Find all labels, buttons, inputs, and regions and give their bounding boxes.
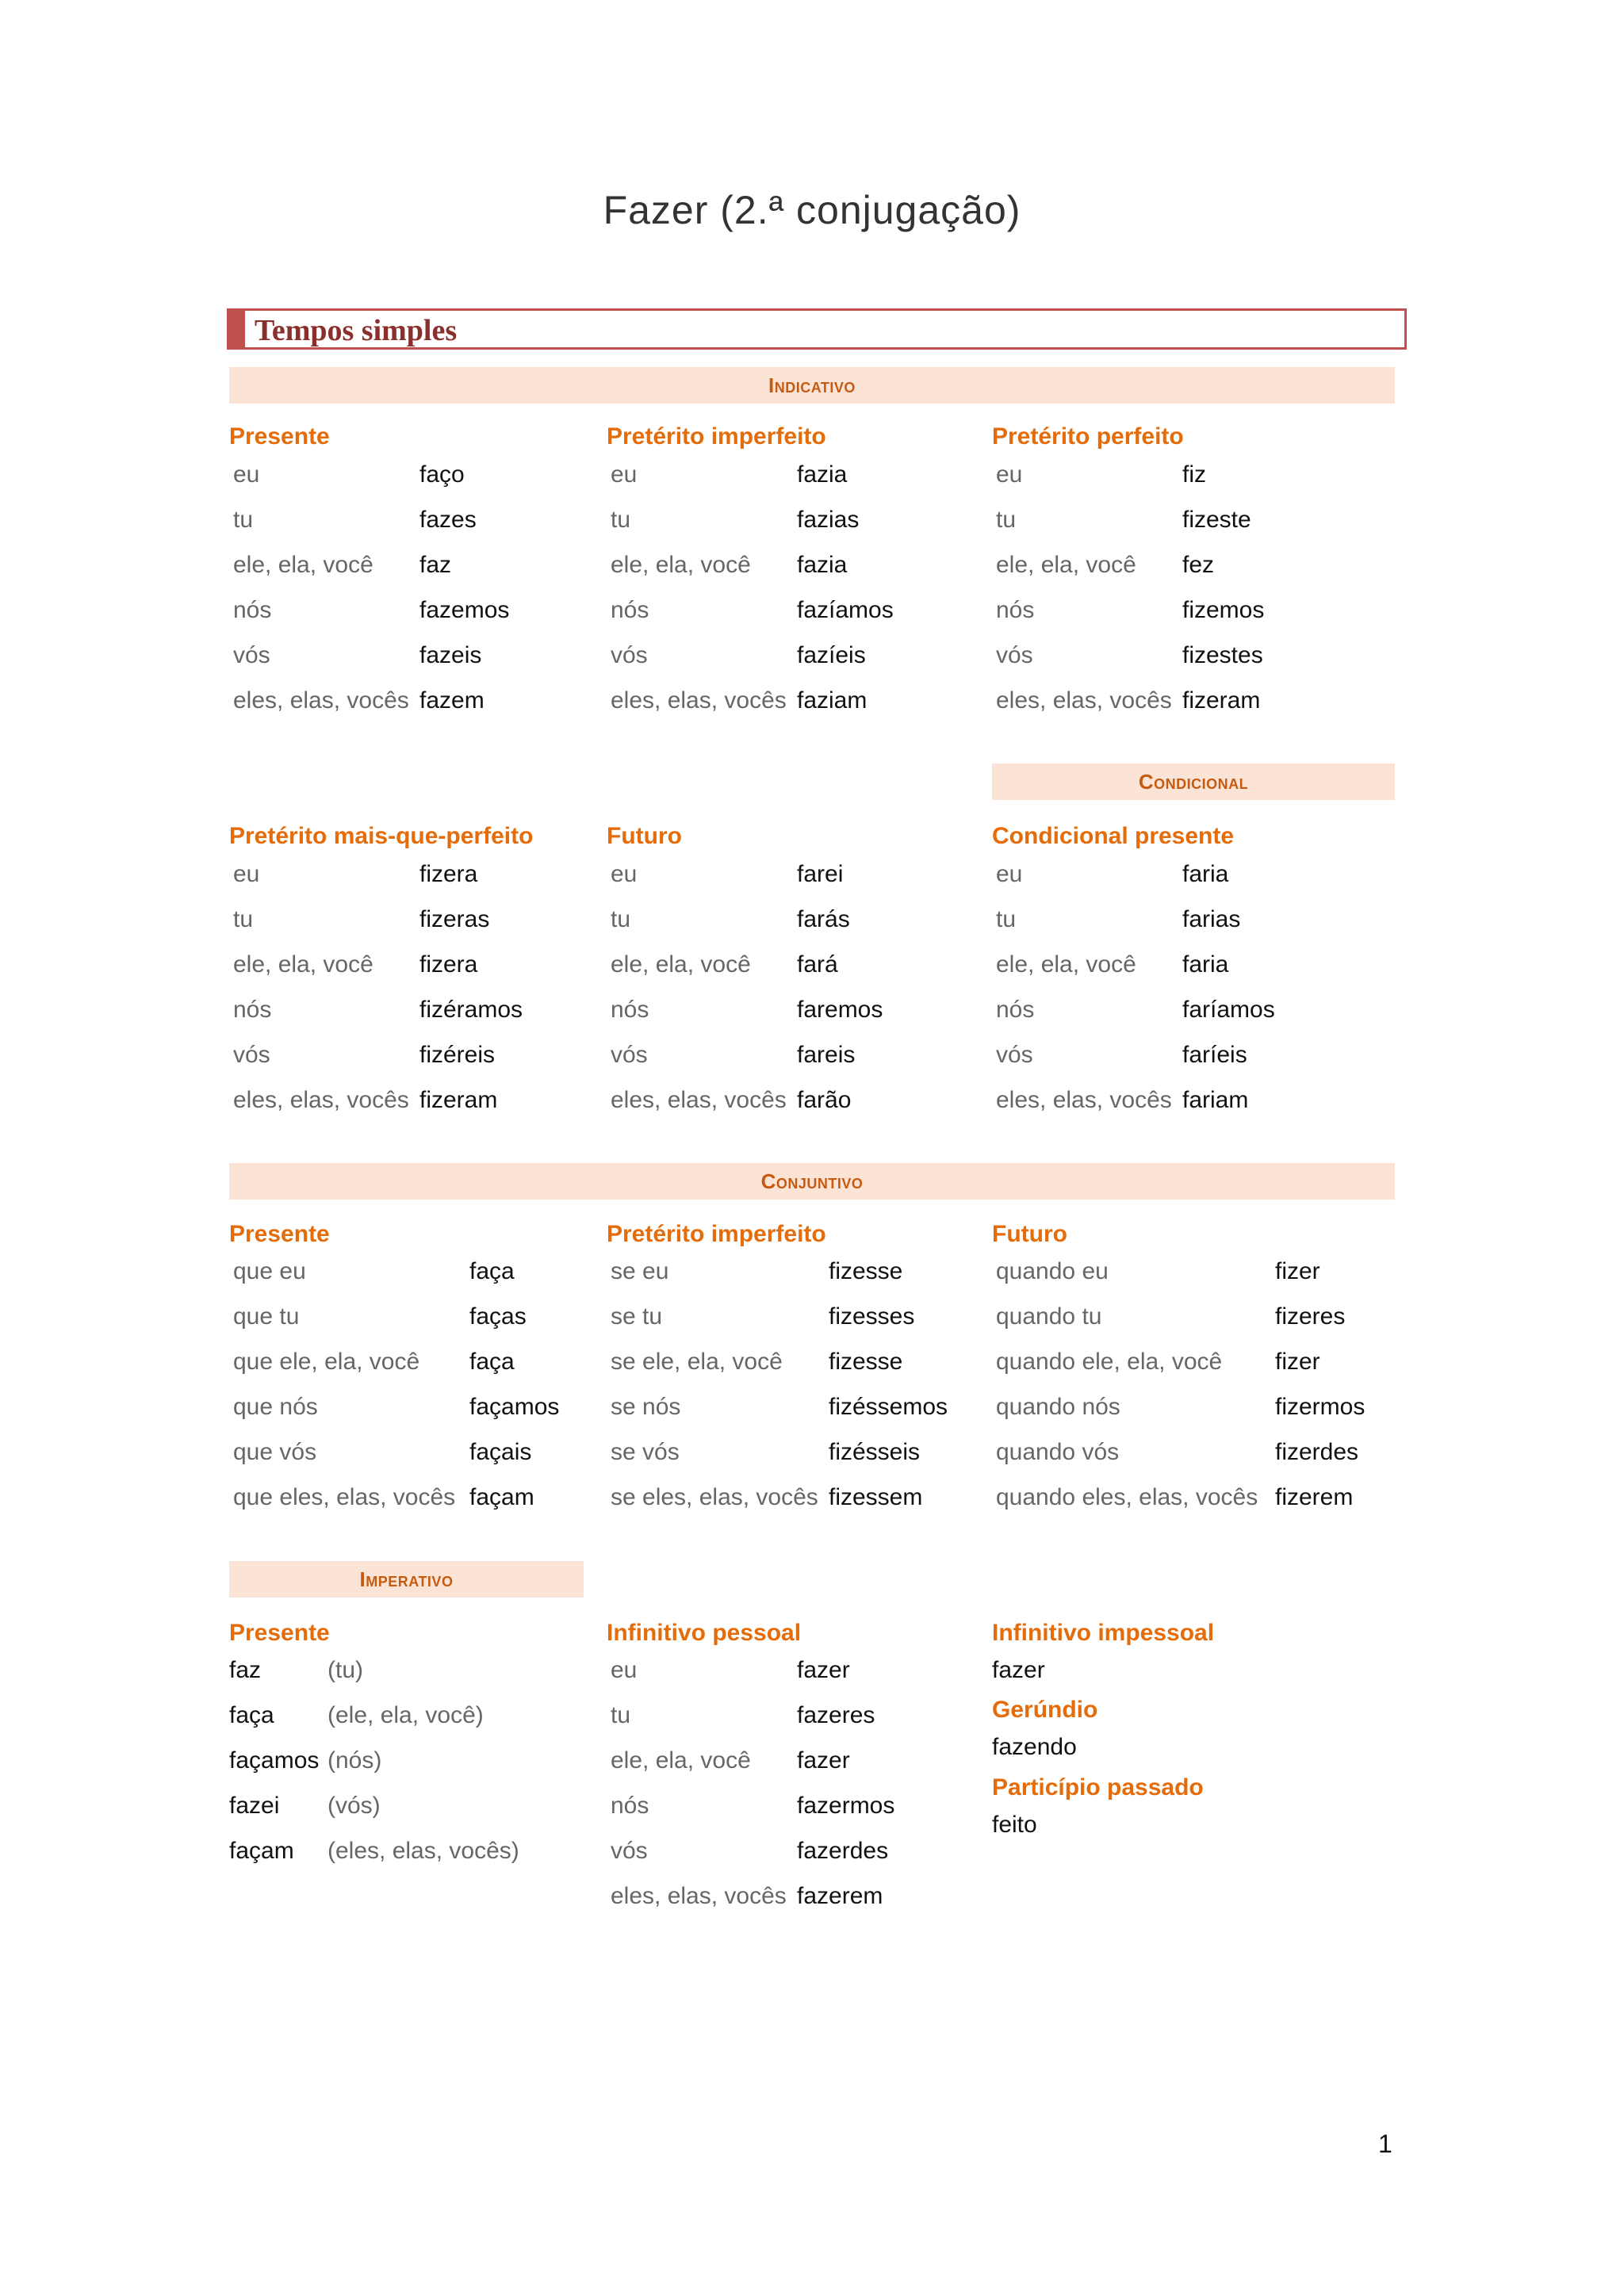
pronoun: eles, elas, vocês	[611, 687, 787, 714]
verb-form: faríamos	[1182, 997, 1275, 1023]
pronoun: nós	[611, 597, 649, 623]
conjugation-row	[996, 1301, 1377, 1333]
verb-form: fazíeis	[797, 642, 866, 668]
pronoun: tu	[611, 906, 631, 932]
tense-heading: Infinitivo pessoal	[607, 1620, 802, 1646]
conjugation-row	[233, 949, 614, 981]
conjugation-row	[229, 1835, 610, 1867]
conjugation-row	[611, 1835, 991, 1867]
pronoun: ele, ela, você	[996, 951, 1136, 978]
verb-form: fizeram	[1182, 687, 1261, 714]
verb-form: fizésseis	[829, 1439, 921, 1465]
pronoun: vós	[611, 1838, 648, 1864]
pronoun: tu	[996, 507, 1017, 533]
conjugation-row	[233, 459, 614, 491]
section-accent-bar	[229, 311, 245, 347]
verb-form: feito	[992, 1812, 1037, 1838]
conjugation-row	[229, 1790, 610, 1822]
conjugation-row	[996, 949, 1377, 981]
conjugation-row	[233, 1346, 614, 1378]
verb-form: fizesse	[829, 1258, 903, 1284]
tense-heading: Infinitivo impessoal	[992, 1620, 1215, 1646]
conjugation-row	[233, 904, 614, 936]
conjugation-row	[229, 1745, 610, 1777]
conjugation-row	[996, 1437, 1377, 1468]
pronoun: quando vós	[996, 1439, 1120, 1465]
pronoun: (tu)	[327, 1657, 363, 1683]
pronoun: tu	[996, 906, 1017, 932]
conjugation-row	[611, 640, 991, 672]
verb-form: façamos	[469, 1394, 560, 1420]
verb-form: faremos	[797, 997, 883, 1023]
pronoun: (eles, elas, vocês)	[327, 1838, 519, 1864]
mood-band-conjuntivo: Conjuntivo	[229, 1163, 1395, 1200]
verb-form: fizerem	[1275, 1484, 1354, 1510]
conjugation-row	[611, 504, 991, 536]
conjugation-row	[996, 1085, 1377, 1116]
conjugation-row	[996, 549, 1377, 581]
verb-form: farão	[797, 1087, 852, 1113]
verb-form: fizessem	[829, 1484, 923, 1510]
section-header	[227, 308, 1407, 350]
verb-form: fazer	[797, 1657, 850, 1683]
pronoun: quando nós	[996, 1394, 1120, 1420]
conjugation-row	[611, 1085, 991, 1116]
verb-form: façam	[229, 1838, 294, 1864]
verb-form: fizera	[419, 951, 478, 978]
pronoun: quando eu	[996, 1258, 1109, 1284]
pronoun: vós	[996, 1042, 1033, 1068]
verb-form: fazeis	[419, 642, 482, 668]
verb-form: fizera	[419, 861, 478, 887]
verb-form: fazer	[992, 1657, 1045, 1683]
conjugation-row	[611, 1437, 991, 1468]
verb-form: fazias	[797, 507, 860, 533]
conjugation-row	[233, 994, 614, 1026]
verb-form: faria	[1182, 951, 1229, 978]
pronoun: que vós	[233, 1439, 317, 1465]
pronoun: eles, elas, vocês	[611, 1087, 787, 1113]
conjugation-row	[611, 1482, 991, 1513]
verb-form: fiz	[1182, 461, 1206, 488]
verb-form: fazeres	[797, 1702, 875, 1728]
conjugation-row	[996, 685, 1377, 717]
conjugation-row	[611, 1700, 991, 1732]
verb-form: farás	[797, 906, 850, 932]
conjugation-row	[611, 1881, 991, 1912]
conjugation-row	[233, 1256, 614, 1288]
conjugation-row	[233, 640, 614, 672]
conjugation-row	[996, 640, 1377, 672]
verb-form: faças	[469, 1303, 527, 1330]
conjugation-row	[233, 1301, 614, 1333]
tense-heading: Gerúndio	[992, 1697, 1098, 1723]
verb-form: faziam	[797, 687, 868, 714]
conjugation-row	[996, 1391, 1377, 1423]
verb-form: faça	[469, 1349, 515, 1375]
tense-heading: Futuro	[992, 1221, 1067, 1247]
tense-heading: Futuro	[607, 823, 682, 849]
pronoun: vós	[233, 1042, 270, 1068]
pronoun: que tu	[233, 1303, 300, 1330]
verb-form: fizéssemos	[829, 1394, 948, 1420]
conjugation-row	[233, 859, 614, 890]
verb-form: fazermos	[797, 1793, 895, 1819]
conjugation-row	[233, 1482, 614, 1513]
pronoun: ele, ela, você	[611, 951, 751, 978]
conjugation-row	[611, 994, 991, 1026]
conjugation-row	[233, 1437, 614, 1468]
conjugation-row	[233, 595, 614, 626]
pronoun: eu	[611, 1657, 638, 1683]
page-title: Fazer (2.ª conjugação)	[603, 188, 1021, 232]
pronoun: nós	[233, 997, 272, 1023]
pronoun: eu	[996, 861, 1023, 887]
tense-heading: Pretérito imperfeito	[607, 423, 826, 450]
conjugation-row	[611, 459, 991, 491]
conjugation-row	[611, 859, 991, 890]
verb-form: faz	[229, 1657, 262, 1683]
verb-form: fazes	[419, 507, 477, 533]
conjugation-row	[233, 549, 614, 581]
pronoun: vós	[611, 1042, 648, 1068]
conjugation-row	[611, 1346, 991, 1378]
conjugation-row	[996, 994, 1377, 1026]
conjugation-row	[611, 685, 991, 717]
verb-form: faz	[419, 552, 452, 578]
conjugation-row	[611, 1301, 991, 1333]
verb-form: fizeram	[419, 1087, 498, 1113]
verb-form: fizéreis	[419, 1042, 496, 1068]
conjugation-row	[233, 504, 614, 536]
verb-form: fazem	[419, 687, 485, 714]
pronoun: eu	[233, 861, 260, 887]
conjugation-row	[996, 859, 1377, 890]
verb-form: fazemos	[419, 597, 510, 623]
tense-heading: Presente	[229, 1620, 330, 1646]
pronoun: eles, elas, vocês	[611, 1883, 787, 1909]
pronoun: tu	[233, 906, 254, 932]
verb-form: faça	[229, 1702, 274, 1728]
mood-band-condicional: Condicional	[992, 763, 1395, 800]
pronoun: que nós	[233, 1394, 318, 1420]
section-title: Tempos simples	[255, 314, 458, 347]
verb-form: fariam	[1182, 1087, 1249, 1113]
pronoun: eu	[611, 461, 638, 488]
conjugation-row	[611, 1039, 991, 1071]
pronoun: se nós	[611, 1394, 681, 1420]
verb-form: fareis	[797, 1042, 856, 1068]
verb-form: fazia	[797, 461, 848, 488]
verb-form: façais	[469, 1439, 532, 1465]
conjugation-row	[996, 504, 1377, 536]
pronoun: ele, ela, você	[996, 552, 1136, 578]
verb-form: fizemos	[1182, 597, 1265, 623]
pronoun: eles, elas, vocês	[233, 1087, 409, 1113]
conjugation-row	[229, 1655, 610, 1686]
conjugation-row	[996, 459, 1377, 491]
tense-heading: Condicional presente	[992, 823, 1235, 849]
pronoun: que ele, ela, você	[233, 1349, 420, 1375]
pronoun: vós	[996, 642, 1033, 668]
verb-form: farei	[797, 861, 844, 887]
conjugation-row	[996, 1346, 1377, 1378]
conjugation-row	[229, 1700, 610, 1732]
verb-form: fará	[797, 951, 838, 978]
tense-heading: Pretérito mais-que-perfeito	[229, 823, 534, 849]
verb-form: faça	[469, 1258, 515, 1284]
verb-form: fizeres	[1275, 1303, 1346, 1330]
verb-form: fazei	[229, 1793, 280, 1819]
pronoun: nós	[996, 997, 1035, 1023]
pronoun: (ele, ela, você)	[327, 1702, 484, 1728]
pronoun: se ele, ela, você	[611, 1349, 783, 1375]
verb-form: fizermos	[1275, 1394, 1365, 1420]
verb-form: fizestes	[1182, 642, 1263, 668]
conjugation-row	[611, 549, 991, 581]
pronoun: quando tu	[996, 1303, 1102, 1330]
pronoun: eles, elas, vocês	[233, 687, 409, 714]
verb-form: façamos	[229, 1747, 320, 1774]
verb-form: faríeis	[1182, 1042, 1247, 1068]
pronoun: ele, ela, você	[611, 552, 751, 578]
conjugation-row	[233, 1391, 614, 1423]
verb-form: fizesse	[829, 1349, 903, 1375]
pronoun: que eles, elas, vocês	[233, 1484, 456, 1510]
pronoun: vós	[611, 642, 648, 668]
conjugation-row	[233, 1039, 614, 1071]
pronoun: ele, ela, você	[611, 1747, 751, 1774]
conjugation-row	[996, 595, 1377, 626]
pronoun: ele, ela, você	[233, 951, 373, 978]
conjugation-row	[996, 1039, 1377, 1071]
verb-form: fizerdes	[1275, 1439, 1359, 1465]
conjugation-row	[996, 904, 1377, 936]
conjugation-row	[611, 1391, 991, 1423]
verb-form: façam	[469, 1484, 534, 1510]
verb-form: fizeras	[419, 906, 490, 932]
verb-form: faria	[1182, 861, 1229, 887]
verb-form: fizeste	[1182, 507, 1251, 533]
conjugation-row	[611, 1655, 991, 1686]
pronoun: nós	[611, 1793, 649, 1819]
mood-band-indicativo: Indicativo	[229, 367, 1395, 404]
verb-form: fazíamos	[797, 597, 894, 623]
conjugation-row	[233, 1085, 614, 1116]
verb-form: farias	[1182, 906, 1241, 932]
tense-heading: Pretérito perfeito	[992, 423, 1184, 450]
pronoun: nós	[233, 597, 272, 623]
pronoun: (nós)	[327, 1747, 382, 1774]
pronoun: se vós	[611, 1439, 680, 1465]
pronoun: eu	[611, 861, 638, 887]
tense-heading: Presente	[229, 423, 330, 450]
pronoun: que eu	[233, 1258, 306, 1284]
conjugation-row	[611, 904, 991, 936]
mood-band-imperativo: Imperativo	[229, 1561, 584, 1598]
verb-form: faço	[419, 461, 465, 488]
verb-form: fazia	[797, 552, 848, 578]
verb-form: fazendo	[992, 1734, 1077, 1760]
conjugation-row	[611, 1745, 991, 1777]
verb-form: fez	[1182, 552, 1215, 578]
verb-form: fizéramos	[419, 997, 523, 1023]
page-number: 1	[1378, 2130, 1392, 2158]
verb-form: fizer	[1275, 1349, 1320, 1375]
pronoun: se eu	[611, 1258, 669, 1284]
pronoun: vós	[233, 642, 270, 668]
pronoun: se eles, elas, vocês	[611, 1484, 818, 1510]
pronoun: quando eles, elas, vocês	[996, 1484, 1258, 1510]
pronoun: eles, elas, vocês	[996, 687, 1172, 714]
tense-heading: Presente	[229, 1221, 330, 1247]
pronoun: eu	[996, 461, 1023, 488]
pronoun: nós	[996, 597, 1035, 623]
pronoun: tu	[611, 507, 631, 533]
tense-heading: Pretérito imperfeito	[607, 1221, 826, 1247]
verb-form: fazer	[797, 1747, 850, 1774]
verb-form: fazerem	[797, 1883, 883, 1909]
pronoun: nós	[611, 997, 649, 1023]
pronoun: (vós)	[327, 1793, 381, 1819]
pronoun: eu	[233, 461, 260, 488]
pronoun: se tu	[611, 1303, 663, 1330]
verb-form: fizesses	[829, 1303, 915, 1330]
verb-form: fizer	[1275, 1258, 1320, 1284]
conjugation-row	[611, 1256, 991, 1288]
pronoun: ele, ela, você	[233, 552, 373, 578]
conjugation-row	[996, 1482, 1377, 1513]
pronoun: tu	[611, 1702, 631, 1728]
conjugation-row	[996, 1256, 1377, 1288]
conjugation-row	[611, 595, 991, 626]
conjugation-row	[233, 685, 614, 717]
verb-form: fazerdes	[797, 1838, 889, 1864]
pronoun: tu	[233, 507, 254, 533]
tense-heading: Particípio passado	[992, 1774, 1204, 1800]
pronoun: eles, elas, vocês	[996, 1087, 1172, 1113]
conjugation-row	[611, 1790, 991, 1822]
pronoun: quando ele, ela, você	[996, 1349, 1223, 1375]
conjugation-row	[611, 949, 991, 981]
